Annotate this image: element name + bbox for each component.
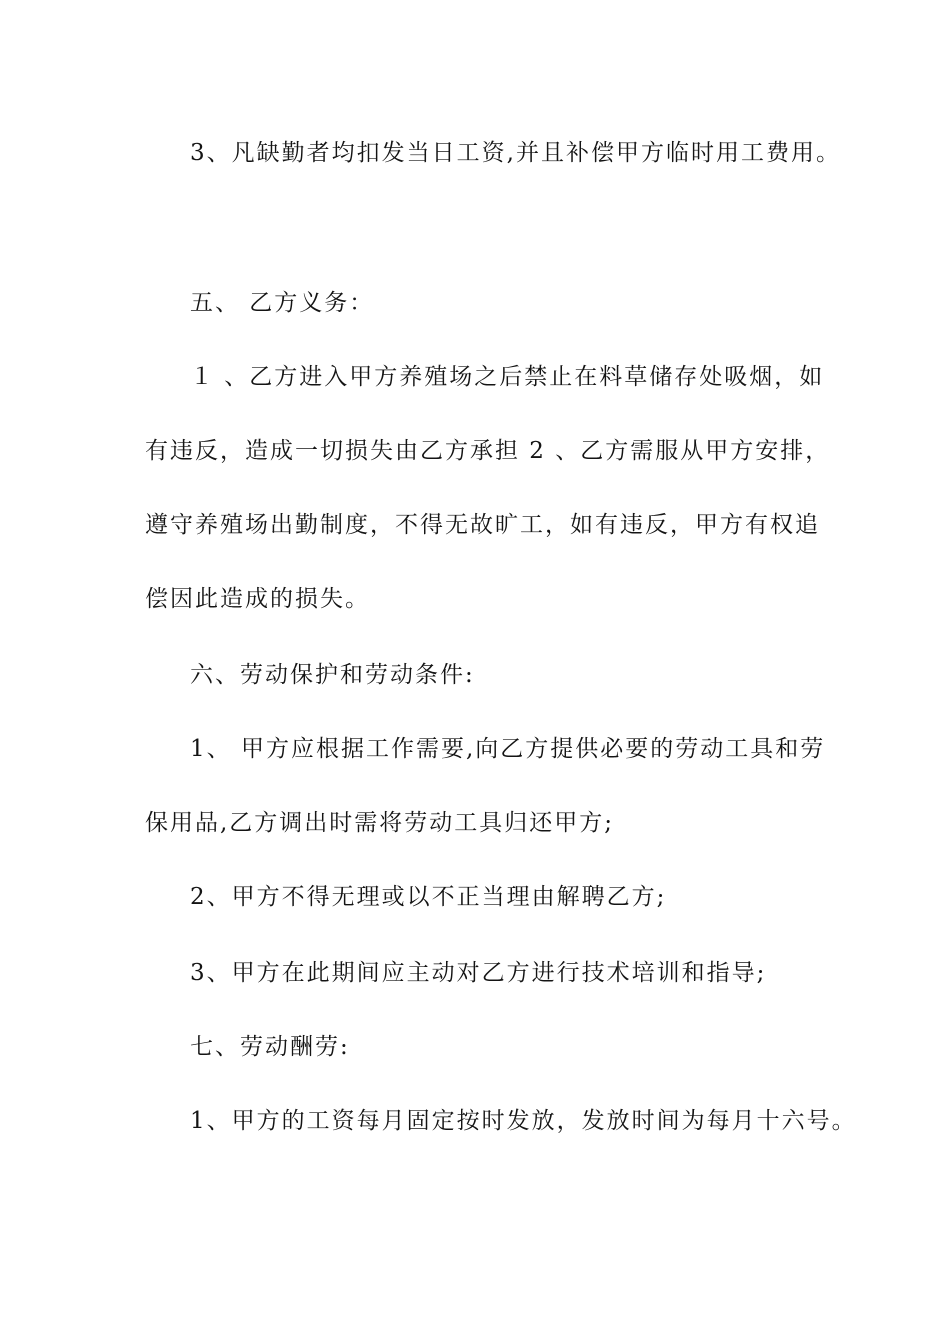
clause-4-3-absence-deduction: 3、凡缺勤者均扣发当日工资,并且补偿甲方临时用工费用。 <box>190 140 841 166</box>
clause-5-1-line-2: 有违反，造成一切损失由乙方承担 2 、乙方需服从甲方安排， <box>145 438 831 464</box>
clause-6-1-line-1: 1、 甲方应根据工作需要,向乙方提供必要的劳动工具和劳 <box>190 736 826 762</box>
clause-6-1-line-2: 保用品,乙方调出时需将劳动工具归还甲方; <box>145 810 615 836</box>
clause-5-1-line-1: １ 、乙方进入甲方养殖场之后禁止在料草储存处吸烟，如 <box>190 364 825 390</box>
clause-6-2: 2、甲方不得无理或以不正当理由解聘乙方; <box>190 884 667 910</box>
section-7-heading: 七、劳动酬劳: <box>190 1034 350 1060</box>
clause-5-2-line-2: 偿因此造成的损失。 <box>145 586 370 612</box>
section-5-heading: 五、 乙方义务： <box>190 290 375 316</box>
clause-7-1: 1、甲方的工资每月固定按时发放，发放时间为每月十六号。 <box>190 1108 857 1134</box>
clause-6-3: 3、甲方在此期间应主动对乙方进行技术培训和指导; <box>190 960 767 986</box>
section-6-heading: 六、劳动保护和劳动条件: <box>190 662 475 688</box>
clause-5-2-line-1: 遵守养殖场出勤制度，不得无故旷工，如有违反，甲方有权追 <box>145 512 820 538</box>
